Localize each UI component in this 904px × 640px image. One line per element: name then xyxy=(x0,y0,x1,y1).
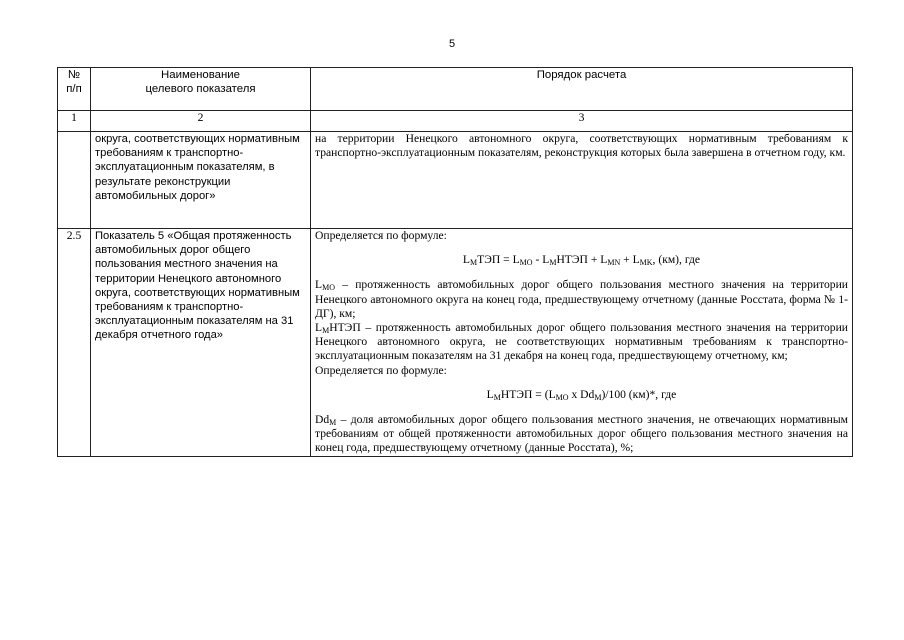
indicators-table xyxy=(57,67,853,457)
column-numbers-row xyxy=(58,111,853,132)
definition-lmntep: $L_MНТЭП$ – протяженность автомобильных дорог общего пользования местного значения на территории Ненецкого автономного округа, не соответствующих нормативным требованиям к транспортно-эксплуатационным показателям на 31 декабря на конец года, предшествующему отчетному, км; xyxy=(315,321,848,363)
header-col-name-text: Наименование целевого показателя xyxy=(145,69,256,96)
header-col-number xyxy=(58,68,91,111)
definition-lmo: $L_{MO}$ – протяженность автомобильных дорог общего пользования местного значения на территории Ненецкого автономного округа на конец года, предшествующему отчетному (данные Росстата, форма № 1-ДГ), км; xyxy=(315,278,848,320)
page-number: 5 xyxy=(448,38,456,50)
table-header-row xyxy=(58,68,853,111)
table-row-continued xyxy=(58,132,853,229)
col-number-2: 2 xyxy=(91,111,311,132)
header-col-number-text: № п/п xyxy=(66,69,82,96)
row-cont-calc: на территории Ненецкого автономного округа, соответствующих нормативным требованиям к транспортно-эксплуатационным показателям, реконструкция которых была завершена в отчетном году, км. xyxy=(311,132,853,229)
header-col-calc-text: Порядок расчета xyxy=(536,69,627,81)
header-col-calc xyxy=(311,68,853,111)
formula-1: $L_MТЭП = L_{MO}$ - $L_MНТЭП + L_{MN} + L_{MK}$, (км), где xyxy=(462,253,701,268)
definition-ddm: $Dd_M$ – доля автомобильных дорог общего пользования местного значения, не отвечающих нормативным требованиям от общей протяженности автомобильных дорог общего пользования местного значения на конец года, предшествующему отчетному (данные Росстата), %; xyxy=(315,413,848,455)
formula-2: $L_MНТЭП = (L_{MO}$ x $Dd_M)/100$ (км)*, где xyxy=(486,387,677,402)
row-cont-name: округа, соответствующих нормативным требованиям к транспортно-эксплуатационным показателям, в результате реконструкции автомобильных дорог» xyxy=(91,132,311,229)
col-number-1: 1 xyxy=(58,111,91,132)
row-25-calc xyxy=(311,229,853,457)
col-number-3: 3 xyxy=(311,111,853,132)
table-row-2-5 xyxy=(58,229,853,457)
formula-intro-2: Определяется по формуле: xyxy=(315,363,447,377)
formula-intro-1: Определяется по формуле: xyxy=(315,229,447,242)
row-cont-number xyxy=(58,132,91,229)
row-25-name: Показатель 5 «Общая протяженность автомобильных дорог общего пользования местного значения на территории Ненецкого автономного округа, соответствующих нормативным требованиям к транспортно-эксплуатационным показателям на 31 декабря отчетного года» xyxy=(91,229,311,457)
row-25-number: 2.5 xyxy=(58,229,91,457)
header-col-name xyxy=(91,68,311,111)
